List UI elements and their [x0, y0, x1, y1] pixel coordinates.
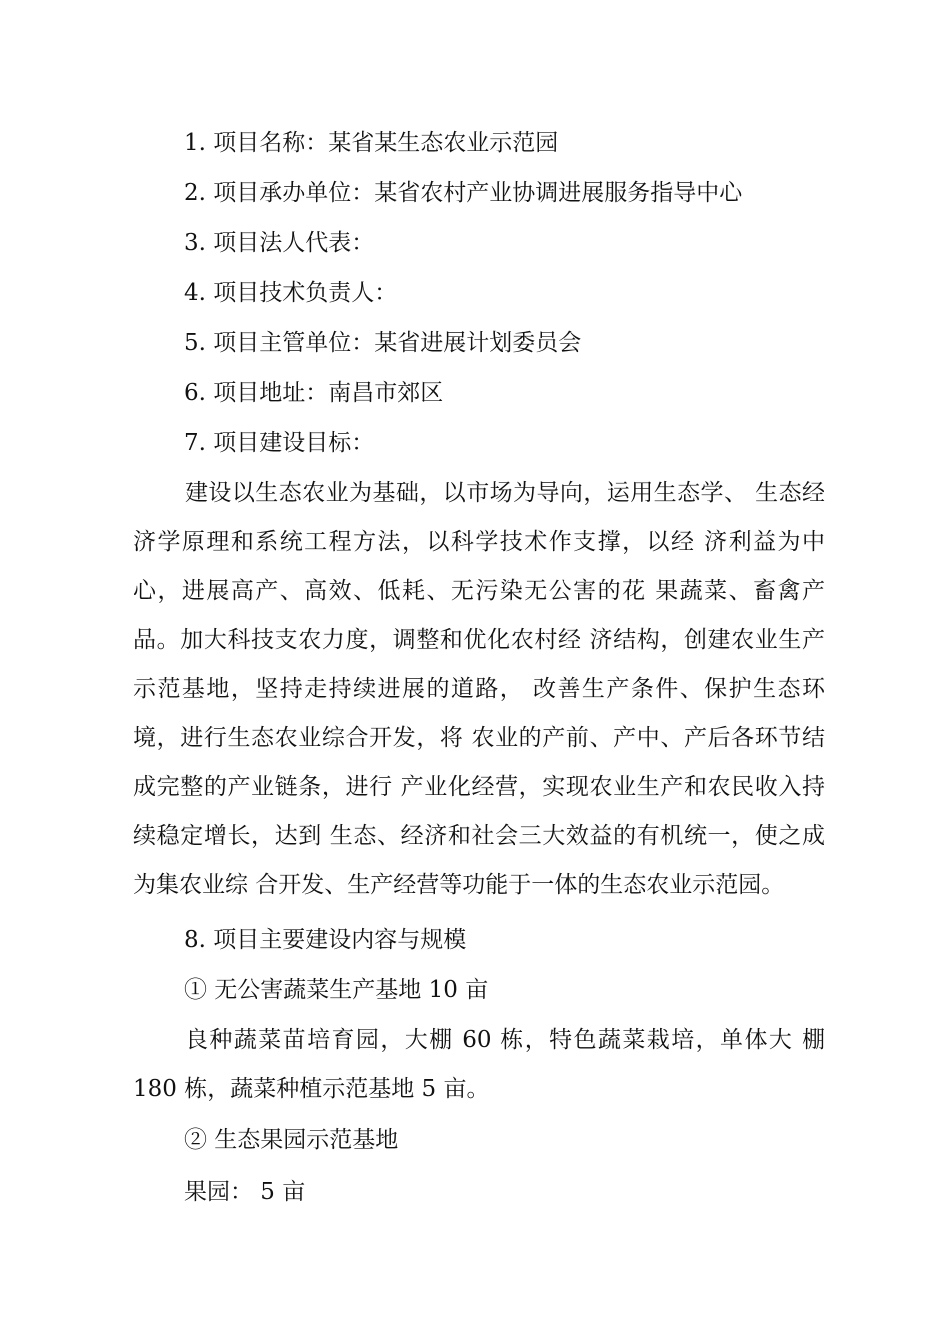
- section-8-heading: 8. 项目主要建设内容与规模: [184, 927, 467, 953]
- subsection-1-heading: ① 无公害蔬菜生产基地 10 亩: [184, 977, 489, 1003]
- item-supervising-unit: 5. 项目主管单位：某省进展计划委员会: [184, 330, 582, 356]
- item-legal-representative: 3. 项目法人代表：: [184, 230, 375, 256]
- subsection-2-heading: ② 生态果园示范基地: [184, 1127, 399, 1153]
- goal-paragraph: 建设以生态农业为基础，以市场为导向，运用生态学、 生态经济学原理和系统工程方法，以科学技术作支撑，以经 济利益为中心，进展高产、高效、低耗、无污染无公害的花 果蔬菜、畜禽产品。加大科技支农力度，调整和优化农村经 济结构，创建农业生产示范基地，坚持走持续进展的道路， 改善生产条件、保护生态环境，进行生态农业综合开发，将 农业的产前、产中、产后各环节结成完整的产业链条，进行 产业化经营，实现农业生产和农民收入持续稳定增长，达到 生态、经济和社会三大效益的有机统一，使之成为集农业综 合开发、生产经营等功能于一体的生态农业示范园。: [133, 480, 825, 898]
- subsection-1-paragraph: 良种蔬菜苗培育园，大棚 60 栋，特色蔬菜栽培，单体大 棚 180 栋，蔬菜种植示范基地 5 亩。: [133, 1027, 825, 1102]
- item-construction-goal: 7. 项目建设目标：: [184, 430, 375, 456]
- orchard-line: 果园： 5 亩: [184, 1179, 306, 1205]
- item-project-name: 1. 项目名称：某省某生态农业示范园: [184, 130, 559, 156]
- item-technical-lead: 4. 项目技术负责人：: [184, 280, 398, 306]
- item-organizer: 2. 项目承办单位：某省农村产业协调进展服务指导中心: [184, 180, 743, 206]
- item-project-address: 6. 项目地址：南昌市郊区: [184, 380, 444, 406]
